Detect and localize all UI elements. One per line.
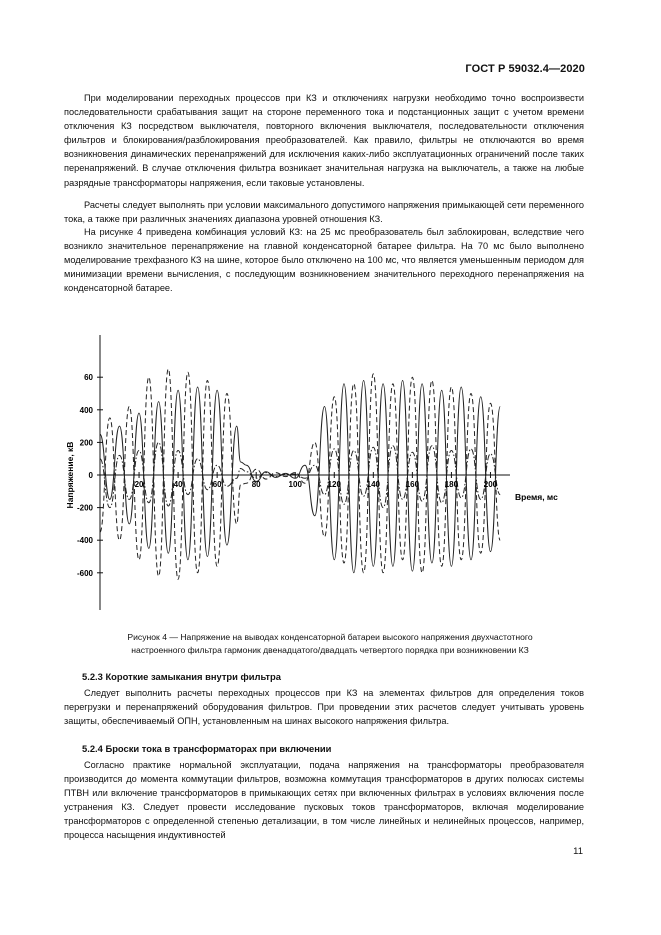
x-tick-label: 60 xyxy=(212,480,222,489)
x-tick-label: 160 xyxy=(405,480,420,489)
y-tick-label: -400 xyxy=(76,536,93,546)
section-5-2-4-title: 5.2.4 Броски тока в трансформаторах при включении xyxy=(82,743,332,754)
paragraph-figure-ref: На рисунке 4 приведена комбинация условий КЗ: на 25 мс преобразователь был заблокирован, вследствие чего возникло значительное перенапряжение на главной конденсаторной батарее фильтра. На 70 мс было выполнено моделирование трехфазного КЗ на шине, которое было отключено на 100 мс, что является уменьшенным периодом для минимизации времени вычисления, с последующим возникновением значительного переходного перенапряжения на конденсаторной батарее. xyxy=(64,227,584,294)
y-tick-label: 60 xyxy=(84,373,93,383)
voltage-chart xyxy=(60,330,570,620)
caption-line-2: настроенного фильтра гармоник двенадцатого/двадцать четвертого порядка при возникновении КЗ xyxy=(131,645,529,655)
y-axis-label: Напряжение, кВ xyxy=(65,441,75,509)
x-tick-label: 40 xyxy=(173,480,183,489)
x-tick-label: 100 xyxy=(288,480,302,489)
paragraph-inrush-current: Согласно практике нормальной эксплуатации, подача напряжения на трансформаторы преобразователя производится до момента коммутации фильтров, возможна коммутация трансформаторов в других полюсах системы ПТВН или включение трансформаторов в примыкающих сетях при включенных фильтрах в условиях включения после устранения КЗ. Следует провести исследование пусковых токов трансформаторов, включая моделирование трансформаторов с определенной степенью детализации, в том числе линейных и нелинейных процессов, например, процесса насыщения индуктивностей xyxy=(64,760,584,841)
paragraph-filter-faults: Следует выполнить расчеты переходных процессов при КЗ на элементах фильтров для определения токов перегрузки и перенапряжений оборудования фильтров. При проведении этих расчетов следует учитывать уровень защиты, обеспечиваемый ОПН, установленным на шинах высокого напряжения фильтра. xyxy=(64,688,584,727)
series-line-1 xyxy=(100,381,500,573)
document-code: ГОСТ Р 59032.4—2020 xyxy=(465,63,585,75)
y-tick-label: 200 xyxy=(79,438,93,448)
y-tick-label: -600 xyxy=(76,568,93,578)
caption-line-1: Рисунок 4 — Напряжение на выводах конденсаторной батареи высокого напряжения двухчастотного xyxy=(127,632,533,642)
paragraph-modeling: При моделировании переходных процессов при КЗ и отключениях нагрузки необходимо точно воспроизвести последовательности срабатывания защит на стороне переменного тока и подстанционных защит с учетом времени отключения КЗ посредством выключателя, повторного включения выключателя, последовательности отключения фильтров и блокирования/разблокирования преобразователей. Как правило, фильтры не отключаются во время возникновения динамических перенапряжений для исключения каких-либо эксплуатационных ограничений после таких перенапряжений. В случае отключения фильтра возникает значительная нагрузка на выключатель, а также на любые разрядные трансформаторы напряжения, если таковые установлены. xyxy=(64,93,584,188)
x-tick-label: 140 xyxy=(366,480,381,489)
x-axis-label: Время, мс xyxy=(515,492,558,502)
paragraph-calculations: Расчеты следует выполнять при условии максимального допустимого напряжения примыкающей сети переменного тока, а также при различных значениях диапазона уровней отношения КЗ. xyxy=(64,200,584,225)
y-tick-label: 400 xyxy=(79,405,93,415)
x-tick-label: 20 xyxy=(134,480,144,489)
y-tick-label: -200 xyxy=(76,503,93,513)
x-tick-label: 80 xyxy=(251,480,261,489)
x-tick-label: 200 xyxy=(483,480,498,489)
chart-series-group xyxy=(100,369,500,579)
section-5-2-3-title: 5.2.3 Короткие замыкания внутри фильтра xyxy=(82,671,281,682)
x-tick-label: 120 xyxy=(327,480,341,489)
x-tick-label: 180 xyxy=(444,480,459,489)
page-number: 11 xyxy=(573,846,583,857)
figure-caption xyxy=(76,631,584,657)
y-tick-label: 0 xyxy=(88,471,93,480)
